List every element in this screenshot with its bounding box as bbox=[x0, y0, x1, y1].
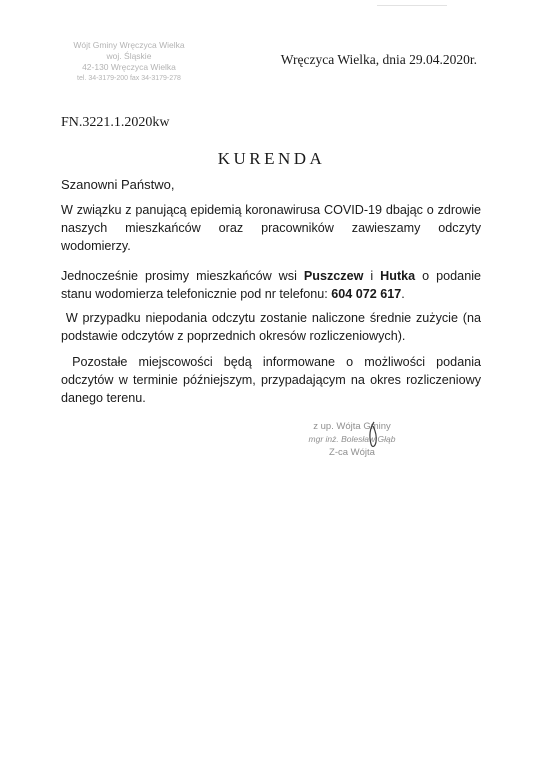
paragraph-average-usage: W przypadku niepodania odczytu zostanie naliczone średnie zużycie (na podstawie odczytów z poprzednich okresów rozliczeniowych). bbox=[61, 311, 485, 343]
place-and-date: Wręczyca Wielka, dnia 29.04.2020r. bbox=[280, 52, 477, 67]
scan-artifact-line bbox=[377, 5, 447, 6]
village-name: Puszczew bbox=[303, 269, 364, 283]
signature-authority: z up. Wójta Gminy bbox=[313, 421, 391, 432]
office-stamp bbox=[64, 40, 194, 84]
paragraph-other-localities: Pozostałe miejscowości będą informowane o możliwości podania odczytów w terminie późniejszym, przypadającym na okres rozliczeniowy danego terenu. bbox=[61, 355, 485, 405]
salutation: Szanowni Państwo, bbox=[61, 177, 175, 192]
village-name: Hutka bbox=[380, 269, 416, 283]
p2-text: Jednocześnie prosimy mieszkańców wsi bbox=[61, 269, 304, 283]
stamp-line: Wójt Gminy Wręczyca Wielka bbox=[73, 40, 185, 50]
paragraph-phone-request bbox=[61, 267, 481, 303]
signature-role: Z-ca Wójta bbox=[329, 447, 375, 458]
signature-name: mgr inż. Bolesław Głąb bbox=[308, 434, 396, 444]
stamp-line: tel. 34-3179-200 fax 34-3179-278 bbox=[77, 75, 181, 82]
reference-number: FN.3221.1.2020kw bbox=[61, 115, 170, 130]
stamp-line: 42-130 Wręczyca Wielka bbox=[82, 62, 176, 72]
paragraph-suspension: W związku z panującą epidemią koronawirusa COVID-19 dbając o zdrowie naszych mieszkańców oraz pracowników zawieszamy odczyty wodomierzy. bbox=[61, 203, 481, 253]
p2-text: . bbox=[401, 287, 405, 301]
p2-text: i bbox=[363, 269, 381, 283]
handwritten-signature bbox=[366, 420, 380, 450]
p2-text: o podanie stanu wodomierza telefonicznie pod nr telefonu: bbox=[61, 269, 481, 301]
document-title: KURENDA bbox=[217, 149, 326, 168]
stamp-line: woj. Śląskie bbox=[106, 51, 152, 61]
phone-number: 604 072 617 bbox=[331, 287, 402, 301]
signature-stamp bbox=[287, 420, 417, 459]
